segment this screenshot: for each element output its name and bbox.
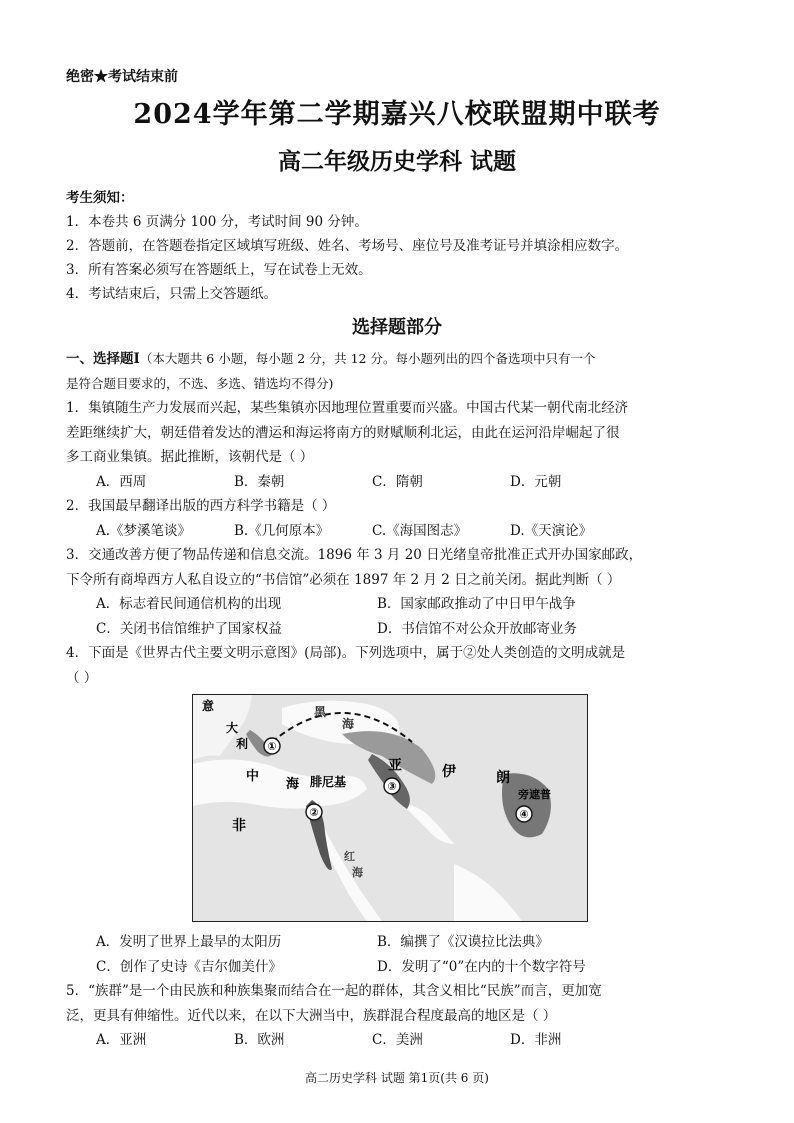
option-a: A．亚洲 bbox=[96, 1032, 147, 1048]
question-options bbox=[66, 470, 732, 495]
option-b: B．编撰了《汉谟拉比法典》 bbox=[377, 934, 549, 950]
question-stem: 2．我国最早翻译出版的西方科学书籍是（ ） bbox=[66, 498, 336, 514]
question-options bbox=[66, 617, 732, 642]
marker-1-label: ① bbox=[267, 740, 277, 753]
option-c: C．美洲 bbox=[372, 1032, 423, 1048]
questions-block-after-map bbox=[66, 930, 732, 1053]
civilization-map bbox=[192, 694, 588, 922]
option-d: D．元朝 bbox=[510, 473, 562, 490]
option-d: D．发明了“0”在内的十个数字符号 bbox=[377, 958, 586, 975]
questions-block bbox=[66, 347, 732, 690]
option-d: D．书信馆不对公众开放邮寄业务 bbox=[377, 620, 577, 637]
notice-item: 4．考试结束后，只需上交答题纸。 bbox=[66, 286, 278, 302]
candidate-notice bbox=[66, 186, 746, 306]
option-c: C．隋朝 bbox=[372, 473, 423, 490]
label-asia: 亚 bbox=[388, 758, 402, 774]
option-c: C.《海国图志》 bbox=[372, 522, 468, 539]
exam-title: 2024学年第二学期嘉兴八校联盟期中联考 bbox=[133, 99, 661, 130]
notice-item: 1．本卷共 6 页满分 100 分，考试时间 90 分钟。 bbox=[66, 214, 368, 230]
option-a: A．西周 bbox=[96, 473, 147, 490]
question-options bbox=[66, 1028, 732, 1053]
question-stem: 多工商业集镇。据此推断，该朝代是（ ） bbox=[66, 449, 314, 465]
question-stem: （ ） bbox=[66, 669, 98, 686]
label-black-sea: 海 bbox=[342, 717, 355, 731]
secret-mark: 绝密★考试结束前 bbox=[66, 69, 178, 85]
option-c: C．创作了史诗《吉尔伽美什》 bbox=[96, 958, 282, 975]
label-punjab: 旁遮普 bbox=[518, 788, 551, 801]
notice-item: 3．所有答案必须写在答题纸上，写在试卷上无效。 bbox=[66, 262, 372, 278]
label-iran: 朗 bbox=[496, 770, 510, 786]
option-a: A．发明了世界上最早的太阳历 bbox=[96, 934, 282, 950]
question-options bbox=[66, 930, 732, 955]
option-a: A．标志着民间通信机构的出现 bbox=[96, 596, 282, 612]
question-options bbox=[66, 519, 732, 544]
exam-subtitle: 高二年级历史学科 试题 bbox=[277, 148, 516, 175]
question-stem: 差距继续扩大，朝廷借着发达的漕运和海运将南方的财赋顺利北运，由此在运河沿岸崛起了很 bbox=[66, 424, 620, 441]
label-red-sea: 海 bbox=[352, 866, 363, 879]
part-instruction bbox=[66, 347, 732, 372]
question-stem: 5．“族群”是一个由民族和种族集聚而结合在一起的群体，其含义相比“民族”而言，更加宽 bbox=[66, 983, 602, 999]
label-africa: 非 bbox=[232, 818, 246, 834]
marker-4-label: ④ bbox=[519, 808, 529, 821]
option-d: D．非洲 bbox=[510, 1032, 562, 1048]
option-d: D.《天演论》 bbox=[510, 522, 593, 539]
question-stem: 1．集镇随生产力发展而兴起，某些集镇亦因地理位置重要而兴盛。中国古代某一朝代南北经济 bbox=[66, 400, 629, 416]
question-options bbox=[66, 955, 732, 980]
label-italy: 意 bbox=[202, 699, 215, 713]
marker-2-label: ② bbox=[309, 806, 319, 819]
label-mediterranean: 中 bbox=[246, 769, 260, 784]
label-italy: 利 bbox=[236, 737, 249, 751]
question-stem: 泛，更具有伸缩性。近代以来，在以下大洲当中，族群混合程度最高的地区是（ ） bbox=[66, 1007, 557, 1024]
question-stem: 3．交通改善方便了物品传递和信息交流。1896 年 3 月 20 日光绪皇帝批准正式开办国家邮政， bbox=[66, 547, 643, 563]
part-instruction-text: （本大题共 6 小题，每小题 2 分，共 12 分。每小题列出的四个备选项中只有一个 bbox=[139, 351, 596, 366]
option-b: B.《几何原本》 bbox=[234, 522, 330, 539]
map-svg bbox=[192, 694, 588, 922]
label-black-sea: 黑 bbox=[314, 705, 327, 719]
label-iran: 伊 bbox=[442, 764, 456, 780]
question-stem: 4．下面是《世界古代主要文明示意图》(局部)。下列选项中，属于②处人类创造的文明成就是 bbox=[66, 645, 626, 661]
question-options bbox=[66, 592, 732, 617]
part-instruction-cont: 是符合题目要求的，不选、多选、错选均不得分) bbox=[66, 375, 334, 391]
option-b: B．欧洲 bbox=[234, 1032, 285, 1048]
marker-3-label: ③ bbox=[387, 780, 397, 793]
label-phoenicia: 腓尼基 bbox=[310, 775, 347, 789]
section-title: 选择题部分 bbox=[352, 317, 442, 338]
option-a: A.《梦溪笔谈》 bbox=[96, 522, 192, 539]
label-red-sea: 红 bbox=[344, 850, 355, 863]
page-footer: 高二历史学科 试题 第1页(共 6 页) bbox=[305, 1071, 489, 1085]
part-label: 一、选择题Ⅰ bbox=[66, 351, 140, 367]
notice-heading: 考生须知： bbox=[66, 190, 134, 206]
option-b: B．秦朝 bbox=[234, 473, 285, 490]
option-b: B．国家邮政推动了中日甲午战争 bbox=[377, 596, 576, 612]
label-mediterranean: 海 bbox=[286, 777, 300, 792]
label-italy: 大 bbox=[226, 721, 239, 735]
option-c: C．关闭书信馆维护了国家权益 bbox=[96, 620, 282, 637]
question-stem: 下令所有商埠西方人私自设立的“书信馆”必须在 1897 年 2 月 2 日之前关闭。据此判断（ ） bbox=[66, 571, 621, 588]
notice-item: 2．答题前，在答题卷指定区域填写班级、姓名、考场号、座位号及准考证号并填涂相应数字。 bbox=[66, 238, 629, 254]
